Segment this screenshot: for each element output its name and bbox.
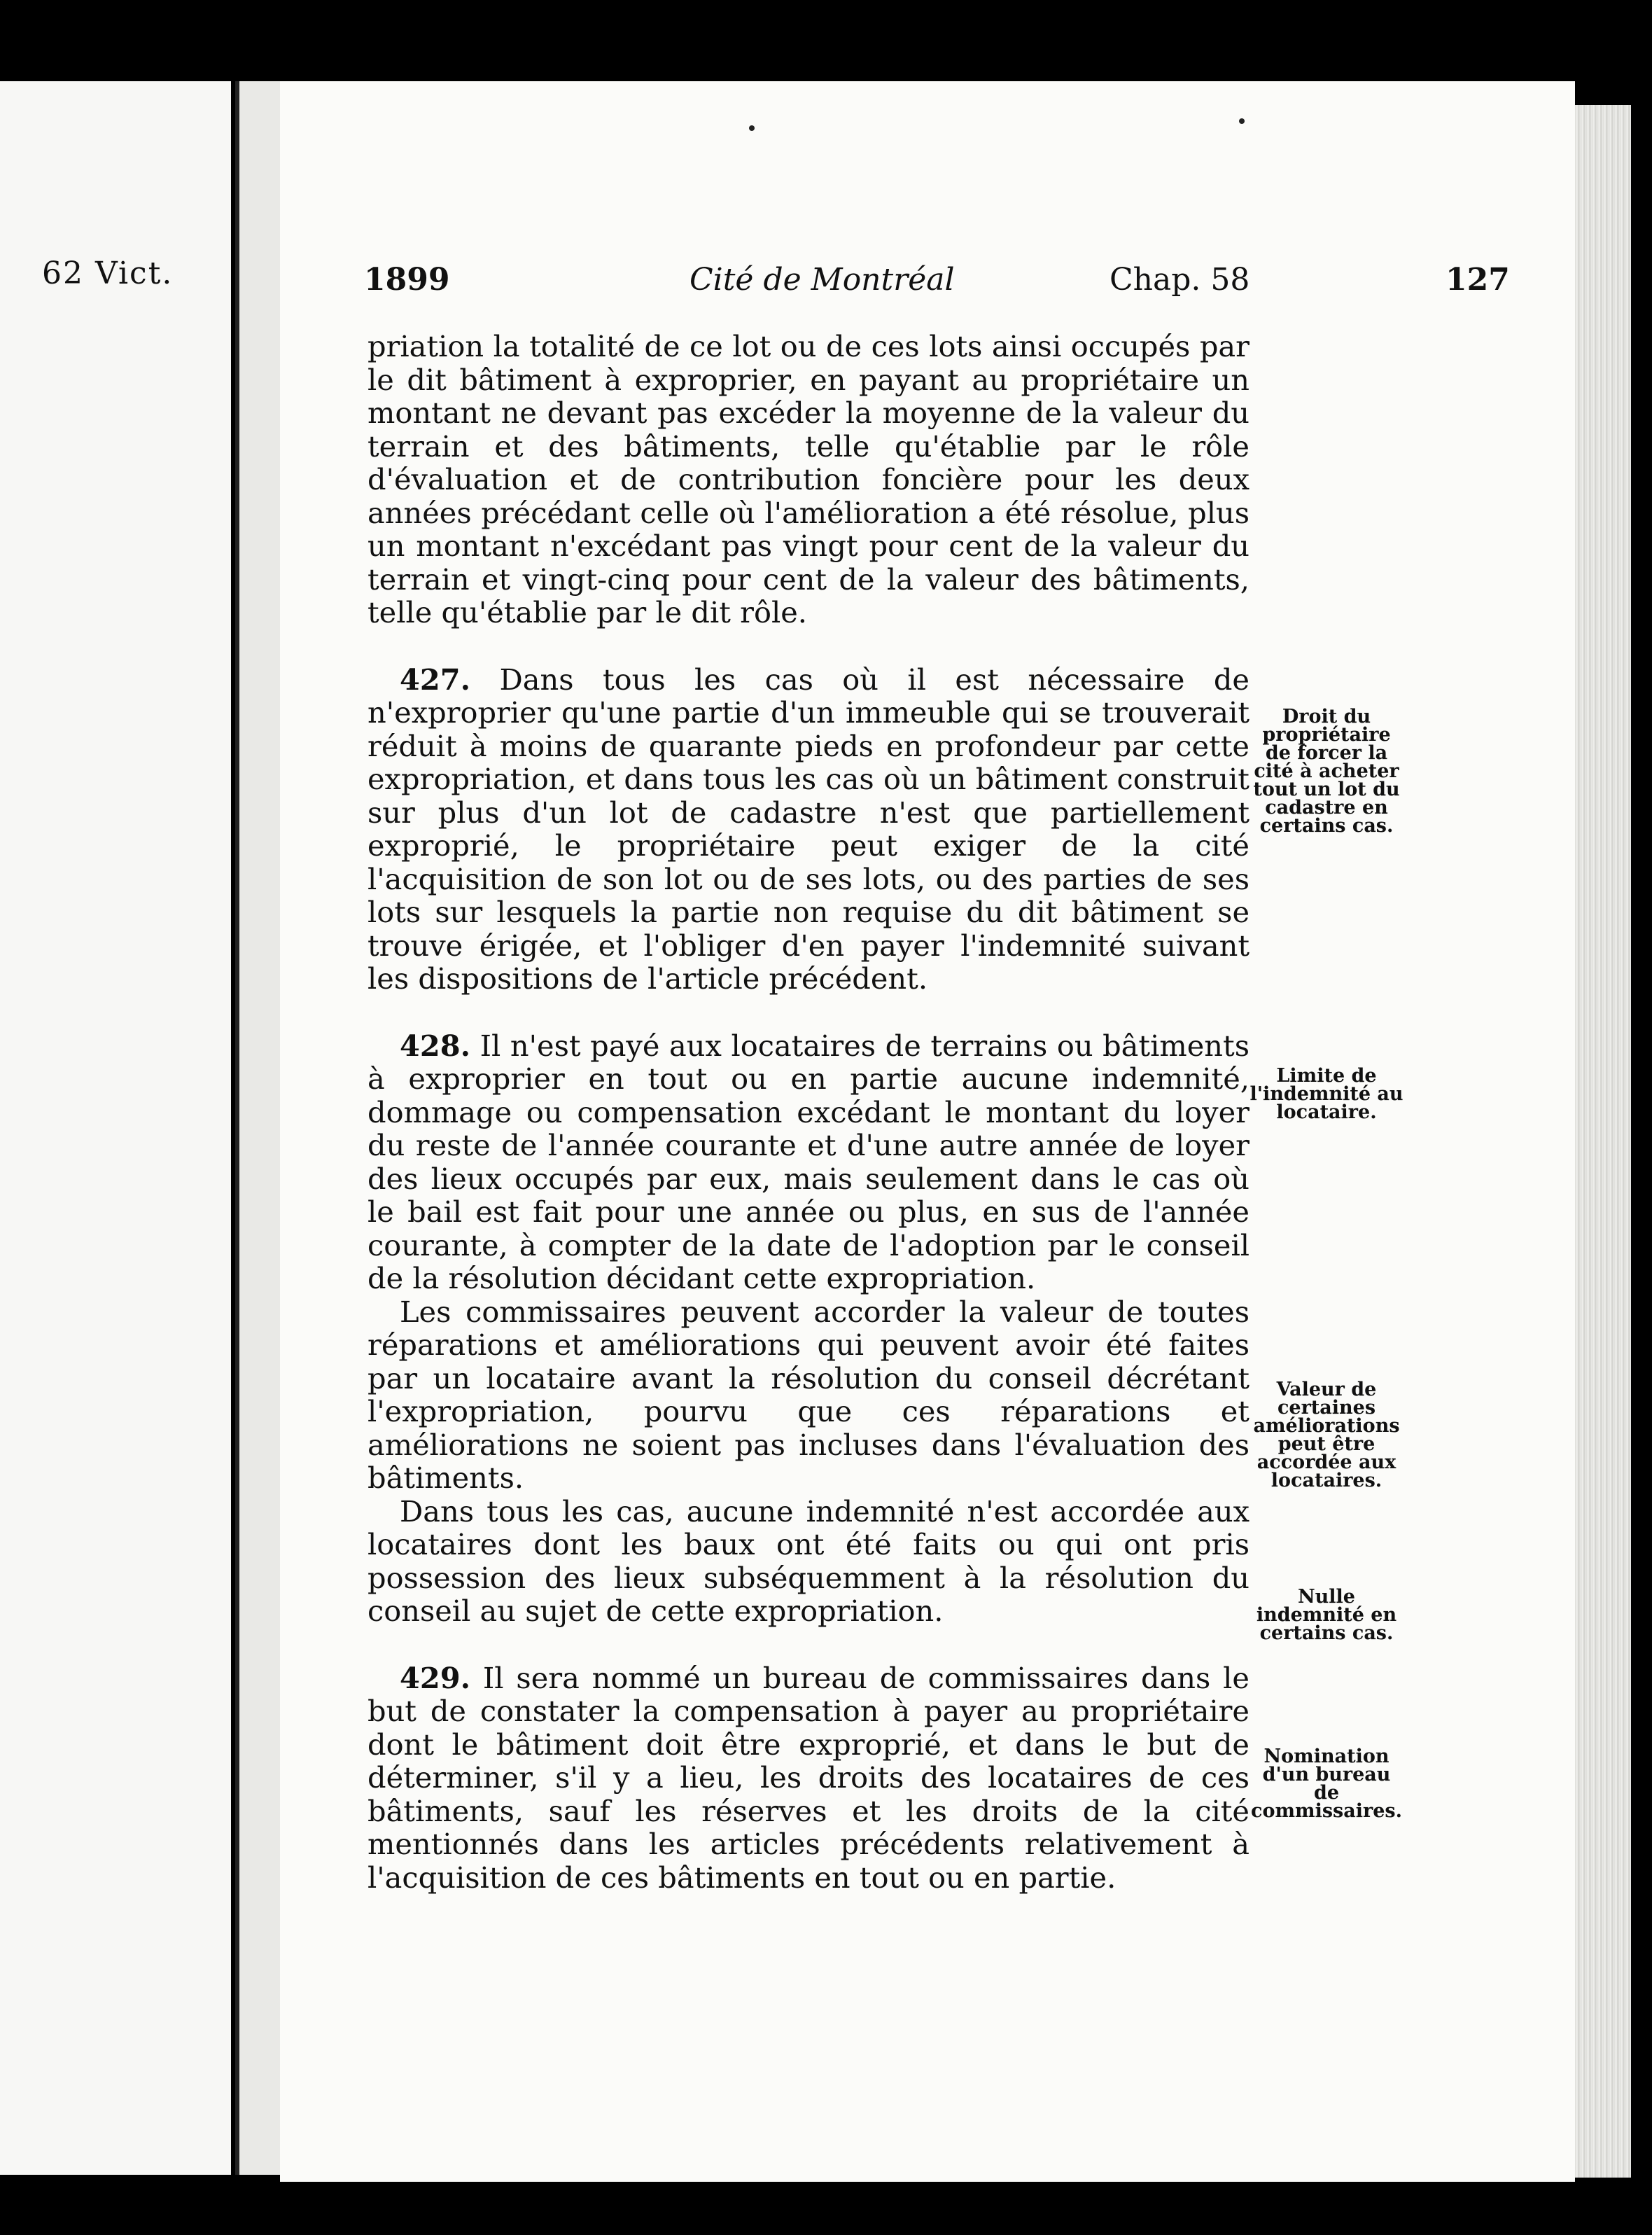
running-head: [364, 262, 1510, 304]
article-number: 428.: [400, 1028, 471, 1063]
article-427: [368, 663, 1250, 996]
margin-note-428c: Nulle indemnité en certains cas.: [1256, 1586, 1397, 1644]
article-429: [368, 1662, 1250, 1895]
article-text: Il sera nommé un bureau de commissaires dans le but de constater la compensation à payer au propriétaire dont le bâtiment doit être exproprié, et dans le but de déterminer, s'il y a lieu, les droits des locataires de ces bâtiments, sauf les réserves et les droits de la cité mentionnés dans les articles précédents relativement à l'acquisition de ces bâtiments en tout ou en partie.: [368, 1660, 1250, 1895]
body-text: [368, 330, 1250, 1894]
article-428-para-3: Dans tous les cas, aucune indemnité n'est accordée aux locataires dont les baux ont été faits ou qui ont pris possession des lieux subséquemment à la résolution du conseil au sujet de cette expropriation.: [368, 1494, 1250, 1628]
year: 1899: [364, 262, 450, 298]
article-428-para-2: Les commissaires peuvent accorder la valeur de toutes réparations et améliorations qui peuvent avoir été faites par un locataire avant la résolution du conseil décrétant l'expropriation, pourvu que ces réparations et améliorations ne soient pas incluses dans l'évaluation des bâtiments.: [368, 1294, 1250, 1495]
article-number: 427.: [400, 662, 471, 697]
left-running-head: 62 Vict.: [42, 256, 174, 291]
margin-note-427: Droit du propriétaire de forcer la cité à acheter tout un lot du cadastre en certains cas.: [1253, 706, 1400, 837]
article-text: Dans tous les cas où il est nécessaire de n'exproprier qu'une partie d'un immeuble qui se trouverait réduit à moins de quarante pieds en profondeur par cette expropriation, et dans tous les cas où un bâtiment construit sur plus d'un lot de cadastre n'est que partiellement exproprié, le propriétaire peut exiger de la cité l'acquisition de son lot ou de ses lots, ou des parties de ses lots sur lesquels la partie non requise du dit bâtiment se trouve érigée, et l'obliger d'en payer l'indemnité suivant les dispositions de l'article précédent.: [368, 662, 1250, 996]
article-428: [368, 1029, 1250, 1295]
article-text: Il n'est payé aux locataires de terrains ou bâtiments à exproprier en tout ou en partie aucune indemnité, dommage ou compensation excédant le montant du loyer du reste de l'année courante et d'une autre année de loyer des lieux occupés par eux, mais seulement dans le cas où le bail est fait pour une année ou plus, en sus de l'année courante, à compter de la date de l'adoption par le conseil de la résolution décidant cette expropriation.: [368, 1028, 1250, 1295]
margin-note-428: Limite de l'indemnité au locataire.: [1250, 1065, 1404, 1123]
book-gutter: [239, 81, 280, 2175]
left-page-fragment: [0, 81, 231, 2175]
paragraph-continued: priation la totalité de ce lot ou de ces lots ainsi occupés par le dit bâtiment à exproprier, en payant au propriétaire un montant ne devant pas excéder la moyenne de la valeur du terrain et des bâtiments, telle qu'établie par le rôle d'évaluation et de contribution foncière pour les deux années précédant celle où l'amélioration a été résolue, plus un montant n'excédant pas vingt pour cent de la valeur du terrain et vingt-cinq pour cent de la valeur des bâtiments, telle qu'établie par le dit rôle.: [368, 329, 1250, 629]
running-title: Cité de Montréal: [690, 262, 955, 298]
article-number: 429.: [400, 1660, 471, 1695]
margin-note-428b: Valeur de certaines améliorations peut être accordée aux locataires.: [1253, 1379, 1400, 1491]
margin-note-429: Nomination d'un bureau de commissaires.: [1251, 1746, 1402, 1822]
page-number: 127: [1446, 262, 1510, 298]
page-stack-edge: [1575, 105, 1631, 2178]
chapter: Chap. 58: [1110, 262, 1250, 298]
